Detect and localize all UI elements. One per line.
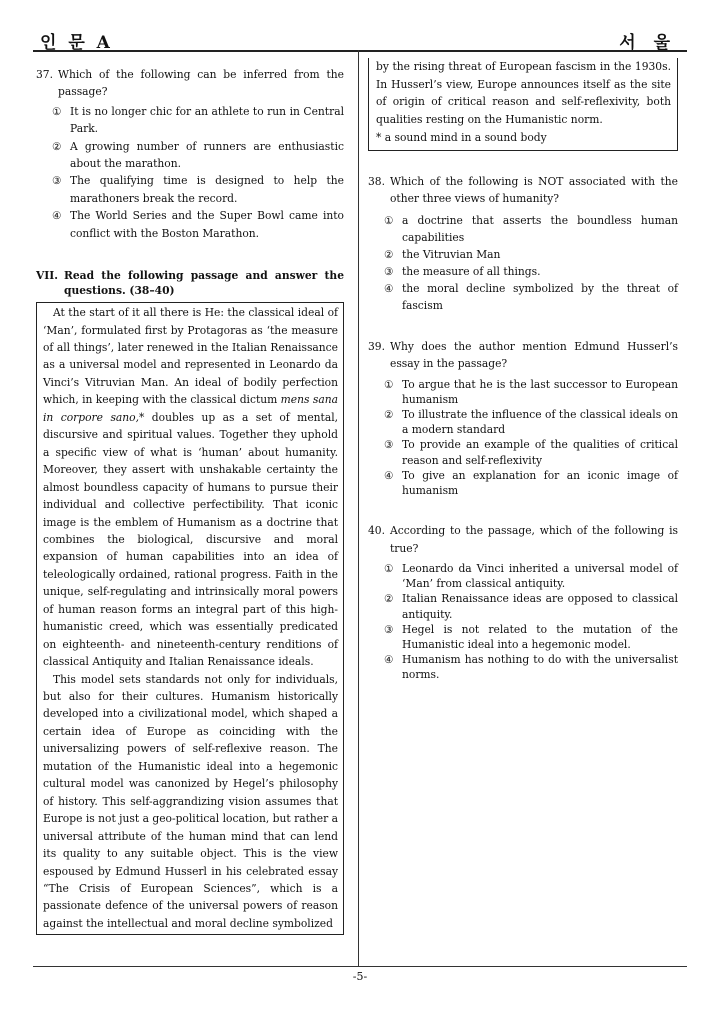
option-text: the Vitruvian Man [402,247,501,261]
question-text: According to the passage, which of the following is true? [390,524,678,555]
question-number: 37. [36,68,53,81]
question-37 [36,66,344,101]
option-mark: ② [384,247,394,261]
option-2[interactable] [52,138,344,173]
option-2[interactable] [384,591,678,621]
option-mark: ① [384,562,394,576]
page-number: -5- [352,970,368,983]
left-column [36,66,344,935]
passage-continuation [368,58,678,151]
option-3[interactable] [384,263,678,280]
option-text: Italian Renaissance ideas are opposed to classical antiquity. [402,592,678,621]
right-column [368,58,678,683]
q37-options [52,103,344,242]
option-text: To illustrate the influence of the classical ideals on a modern standard [402,408,678,437]
passage-continued-text: by the rising threat of European fascism in the 1930s. In Husserl’s view, Europe announces itself as the site of origin of critical reason and self-reflexivity, both qualities resting on the Humanistic norm. [376,60,671,126]
option-mark: ① [52,104,62,118]
option-4[interactable] [384,468,678,498]
question-number: 39. [368,339,385,353]
option-mark: ③ [384,264,394,278]
option-2[interactable] [384,407,678,437]
question-38 [368,173,678,314]
question-text: Why does the author mention Edmund Husserl’s essay in the passage? [390,339,678,371]
option-mark: ② [384,592,394,606]
passage-paragraph-1 [43,304,338,671]
passage-paragraph-2: This model sets standards not only for individuals, but also for their cultures. Humanism historically developed into a civilizational model, which shaped a certain idea of Europe as coinciding with the universalizing powers of self-reflexive reason. The mutation of the Humanistic ideal into a hegemonic cultural model was canonized by Hegel’s philosophy of history. This self-aggrandizing vision assumes that Europe is not just a geo-political location, but rather a universal attribute of the human mind that can lend its quality to any suitable object. This is the view espoused by Edmund Husserl in his celebrated essay “The Crisis of European Sciences”, which is a passionate defence of the universal powers of reason against the intellectual and moral decline symbolized [43,672,338,930]
question-text: Which of the following can be inferred from the passage? [58,68,344,99]
option-text: Hegel is not related to the mutation of the Humanistic ideal into a hegemonic model. [402,622,678,652]
latin-dictum: mens sana in corpore sano, [43,393,338,424]
question-number: 38. [368,174,385,188]
column-divider [358,50,359,966]
passage-text: * doubles up as a set of mental, discursive and spiritual values. Together they uphold a specific view of what is ‘human’ about humanity. Moreover, they assert with unshakable certainty the almost boundless capacity of humans to pursue their individual and collective perfectibility. That iconic image is the emblem of Humanism as a doctrine that combines the biological, discursive and moral expansion of human capabilities into an idea of teleologically ordained, rational progress. Faith in the unique, self-regulating and intrinsically moral powers of human reason forms an integral part of this high-humanistic creed, which was essentially predicated on eighteenth- and nineteenth-century renditions of classical Antiquity and Italian Renaissance ideals. [43,410,339,669]
question-number: 40. [368,524,385,538]
option-text: To provide an example of the qualities of critical reason and self-reflexivity [402,438,678,467]
option-4[interactable] [384,280,678,314]
reading-passage [36,302,344,935]
option-text: the measure of all things. [402,264,541,278]
option-2[interactable] [384,246,678,263]
option-mark: ② [384,408,394,421]
option-4[interactable] [384,652,678,682]
option-mark: ④ [384,468,394,482]
option-1[interactable] [384,212,678,246]
question-text: Which of the following is NOT associated with the other three views of humanity? [390,174,678,206]
bottom-rule [33,966,687,967]
option-text: Humanism has nothing to do with the universalist norms. [402,653,678,682]
passage-text: At the start of it all there is He: the classical ideal of ‘Man’, formulated first by Protagoras as ‘the measure of all things’, later renewed in the Italian Renaissance as a universal model and represented in Leonardo da Vinci’s Vitruvian Man. An ideal of bodily perfection which, in keeping with the classical dictum [43,306,338,407]
option-text: A growing number of runners are enthusiastic about the marathon. [70,139,344,171]
question-39 [368,338,678,498]
section-number: VII. [36,269,59,283]
subject-header: 인 문 A [40,33,113,53]
option-mark: ④ [384,653,394,667]
option-mark: ① [384,377,394,391]
option-mark: ③ [384,438,394,452]
option-1[interactable] [384,377,678,407]
option-mark: ③ [384,622,394,636]
option-mark: ③ [52,174,62,188]
option-mark: ① [384,213,394,227]
option-1[interactable] [384,561,678,591]
option-text: It is no longer chic for an athlete to run in Central Park. [70,104,344,136]
option-text: The qualifying time is designed to help the marathoners break the record. [70,174,344,205]
top-rule [33,50,687,52]
option-mark: ④ [52,209,62,223]
option-3[interactable] [384,437,678,467]
footnote: * a sound mind in a sound body [376,131,547,145]
option-text: a doctrine that asserts the boundless human capabilities [402,213,678,244]
option-text: the moral decline symbolized by the threat of fascism [402,281,678,312]
option-4[interactable] [52,207,344,242]
section-instructions: Read the following passage and answer the questions. (38–40) [64,269,344,298]
section-heading [36,268,344,298]
region-header: 서 울 [619,33,676,53]
option-3[interactable] [384,622,678,652]
option-text: To give an explanation for an iconic image of humanism [402,468,678,498]
option-mark: ② [52,139,62,153]
option-3[interactable] [52,172,344,207]
option-mark: ④ [384,281,394,295]
option-1[interactable] [52,103,344,138]
option-text: To argue that he is the last successor to European humanism [402,377,678,406]
question-40 [368,522,678,682]
option-text: The World Series and the Super Bowl came into conflict with the Boston Marathon. [70,209,344,240]
option-text: Leonardo da Vinci inherited a universal model of ‘Man’ from classical antiquity. [402,562,678,591]
